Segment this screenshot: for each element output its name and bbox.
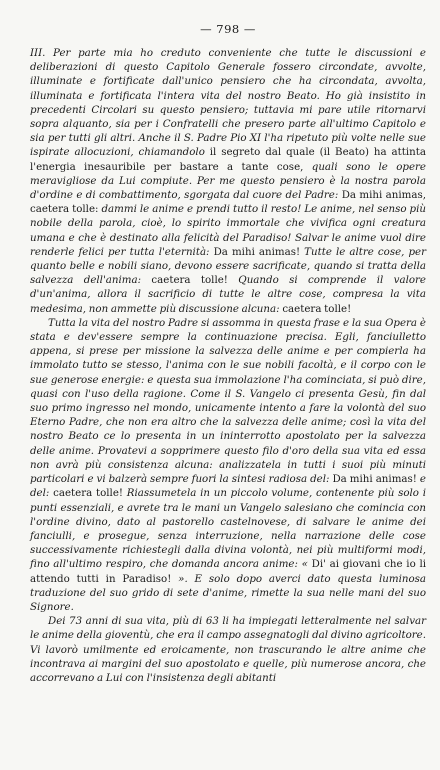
text-segment: Tutte le altre cose, per quanto belle e nobili siano, devono essere sacrificate, quando si tratta della salvezza dell'anima: — [30, 245, 426, 287]
text-segment: Tutta la vita del nostro Padre si assomma in questa frase e la sua Opera è stata e dev'essere sempre la continuazione precisa. Egli, fanciulletto appena, si prese per missione la salvezza delle anime e per compierla ha immolato tutto se stesso, l'anima con le sue nobili facoltà, e il corpo con le sue generose energie: e questa sua immolazione l'ha cominciata, si può dire, quasi con l'uso della ragione. Come il S. Vangelo ci presenta Gesù, fin dal suo primo ingresso nel mondo, unicamente intento a fare la volontà del suo Eterno Padre, che non era altro che la salvezza delle anime; così la vita del nostro Beato ce lo presenta in un ininterrotto apostolato per la salvezza delle anime. Provatevi a sopprimere questo filo d'oro della sua vita ed essa non avrà più consistenza alcuna: analizzatela in tutti i suoi più minuti particolari e vi balzerà sempre fuori la sintesi radiosa del: — [30, 316, 426, 486]
latin-quote: caetera tolle! — [53, 487, 124, 500]
text-segment: ». E solo dopo averci dato questa luminosa traduzione del suo grido di sete d'anime, rimette la sua nelle mani del suo Signore. — [30, 572, 427, 613]
text-segment: Quando si comprende il valore d'un'anima, allora il sacrificio di tutte le altre cose, compresa la vita medesima, non ammette più discussione alcuna: — [30, 274, 426, 315]
latin-quote: Da mihi animas, caetera tolle: — [30, 189, 426, 216]
quoted-words: Di' ai giovani che io li attendo tutti in Paradiso! — [30, 558, 426, 585]
text-segment: e del: — [30, 473, 426, 500]
paragraph-3 — [30, 614, 426, 685]
text-segment: Riassumetela in un piccolo volume, contenente più solo i punti essenziali, e avrete tra le mani un Vangelo salesiano che comincia con l'ordine divino, dato al pastorello castelnovese, di salvare le anime dei fanciulli, e prosegue, senza interruzione, nella narrazione delle cose successivamente richiestegli dalla divina volontà, nei più multiformi modi, fino all'ultimo respiro, che domanda ancora anime: « — [30, 487, 426, 571]
text-segment: quali sono le opere meravigliose da Lui compiute. Per me questo pensiero è la nostra parola d'ordine e di combattimento, sgorgata dal cuore del Padre: — [30, 160, 426, 202]
paragraph-1 — [30, 46, 426, 316]
latin-quote: Da mihi animas! — [332, 473, 417, 486]
latin-quote: Da mihi animas! — [213, 245, 301, 258]
text-segment: il segreto dal quale (il Beato) ha attinta l'energia inesauribile per bastare a tante cose, — [30, 146, 426, 173]
text-segment: Dei 73 anni di sua vita, più di 63 li ha impiegati letteralmente nel salvar le anime della gioventù, che era il campo assegnatogli dal divino agricoltore. Vi lavorò umilmente ed eroicamente, non trascurando le altre anime che incontrava ai margini del suo apostolato e quelle, più numerose ancora, che accorrevano a Lui con l'insistenza degli abitanti — [30, 615, 426, 684]
latin-quote: caetera tolle! — [151, 274, 228, 287]
text-segment: III. Per parte mia ho creduto conveniente che tutte le discussioni e deliberazioni di questo Capitolo Generale fossero circondate, avvolte, illuminate e fortificate dall'unico pensiero che ha circondata, avvolta, illuminata e fortificata l'intera vita del nostro Beato. Ho già insistito in precedenti Circolari su questo pensiero; tuttavia mi pare utile ritornarvi sopra alquanto, sia per i Confratelli che presero parte all'ultimo Capitolo e sia per tutti gli altri. Anche il S. Padre Pio XI l'ha ripetuto più volte nelle sue ispirate allocuzioni, chiamandolo — [30, 47, 426, 159]
paragraph-2 — [30, 316, 426, 614]
page-number: — 798 — — [200, 22, 256, 36]
text-segment: dammi le anime e prendi tutto il resto! Le anime, nel senso più nobile della parola, cioè, lo spirito immortale che vivifica ogni creatura umana e che è destinato alla felicità del Paradiso! Salvar le anime vuol dire renderle felici per tutta l'eternità: — [30, 203, 426, 258]
latin-quote: caetera tolle! — [282, 302, 352, 315]
